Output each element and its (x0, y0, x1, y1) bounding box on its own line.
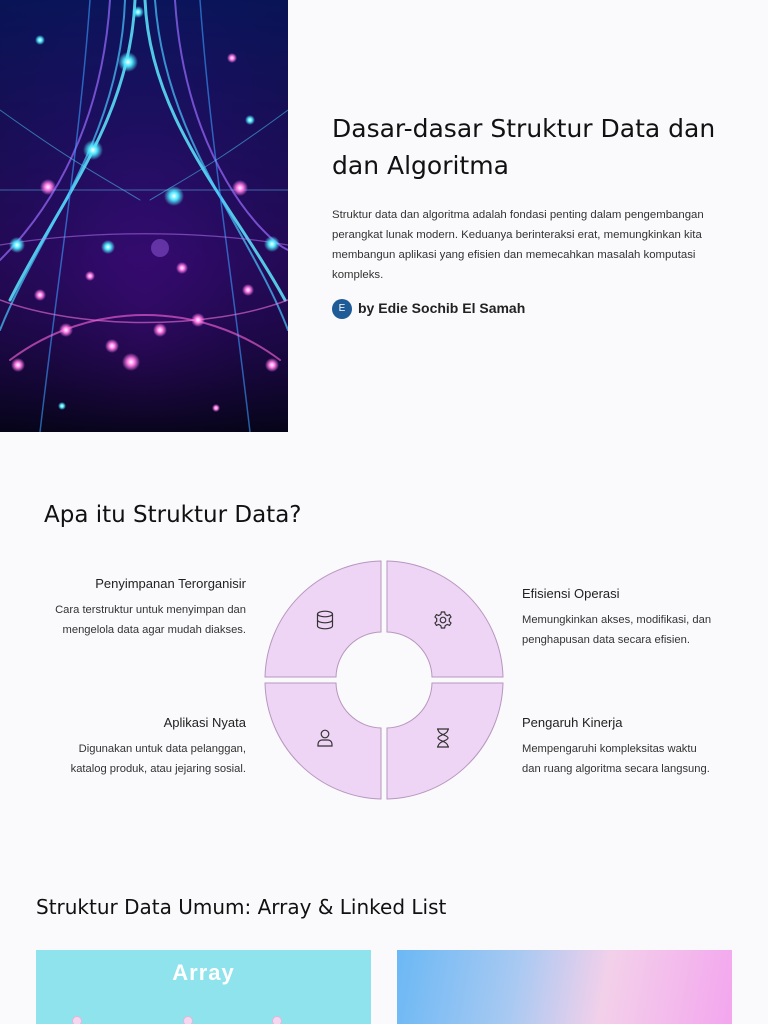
array-card[interactable] (36, 950, 371, 1024)
feature-title: Penyimpanan Terorganisir (95, 576, 246, 591)
array-node-dot (272, 1016, 282, 1024)
feature-description: Digunakan untuk data pelanggan, katalog produk, atau jejaring sosial. (70, 743, 246, 775)
array-node-dot (183, 1016, 193, 1024)
array-node-dot (72, 1016, 82, 1024)
array-card-title: Array (172, 960, 235, 985)
section-title-common: Struktur Data Umum: Array & Linked List (36, 895, 447, 919)
hero-image (0, 0, 288, 432)
feature-real-applications (40, 715, 246, 779)
author-avatar: E (332, 299, 352, 319)
feature-operation-efficiency (522, 586, 732, 650)
feature-description: Cara terstruktur untuk menyimpan dan mengelola data agar mudah diakses. (55, 604, 246, 636)
linked-list-card[interactable] (397, 950, 732, 1024)
quadrant-top-left (265, 561, 381, 677)
quadrant-bottom-left (265, 683, 381, 799)
feature-title: Aplikasi Nyata (163, 715, 246, 730)
feature-description: Mempengaruhi kompleksitas waktu dan ruang algoritma secara langsung. (522, 743, 710, 775)
section-title-what: Apa itu Struktur Data? (44, 502, 302, 528)
feature-description: Memungkinkan akses, modifikasi, dan penghapusan data secara efisien. (522, 614, 712, 646)
author-name: by Edie Sochib El Samah (358, 300, 526, 316)
feature-organized-storage (40, 576, 246, 640)
feature-performance-impact (522, 715, 732, 779)
quadrant-diagram (264, 560, 504, 805)
hero-title: Dasar-dasar Struktur Data dan dan Algoritma (332, 114, 716, 180)
feature-title: Efisiensi Operasi (522, 586, 620, 601)
hero-description: Struktur data dan algoritma adalah fondasi penting dalam pengembangan perangkat lunak modern. Keduanya berinteraksi erat, memungkinkan kita membangun aplikasi yang efisien dan memecahkan masalah komputasi kompleks. (332, 209, 704, 281)
feature-title: Pengaruh Kinerja (522, 715, 623, 730)
